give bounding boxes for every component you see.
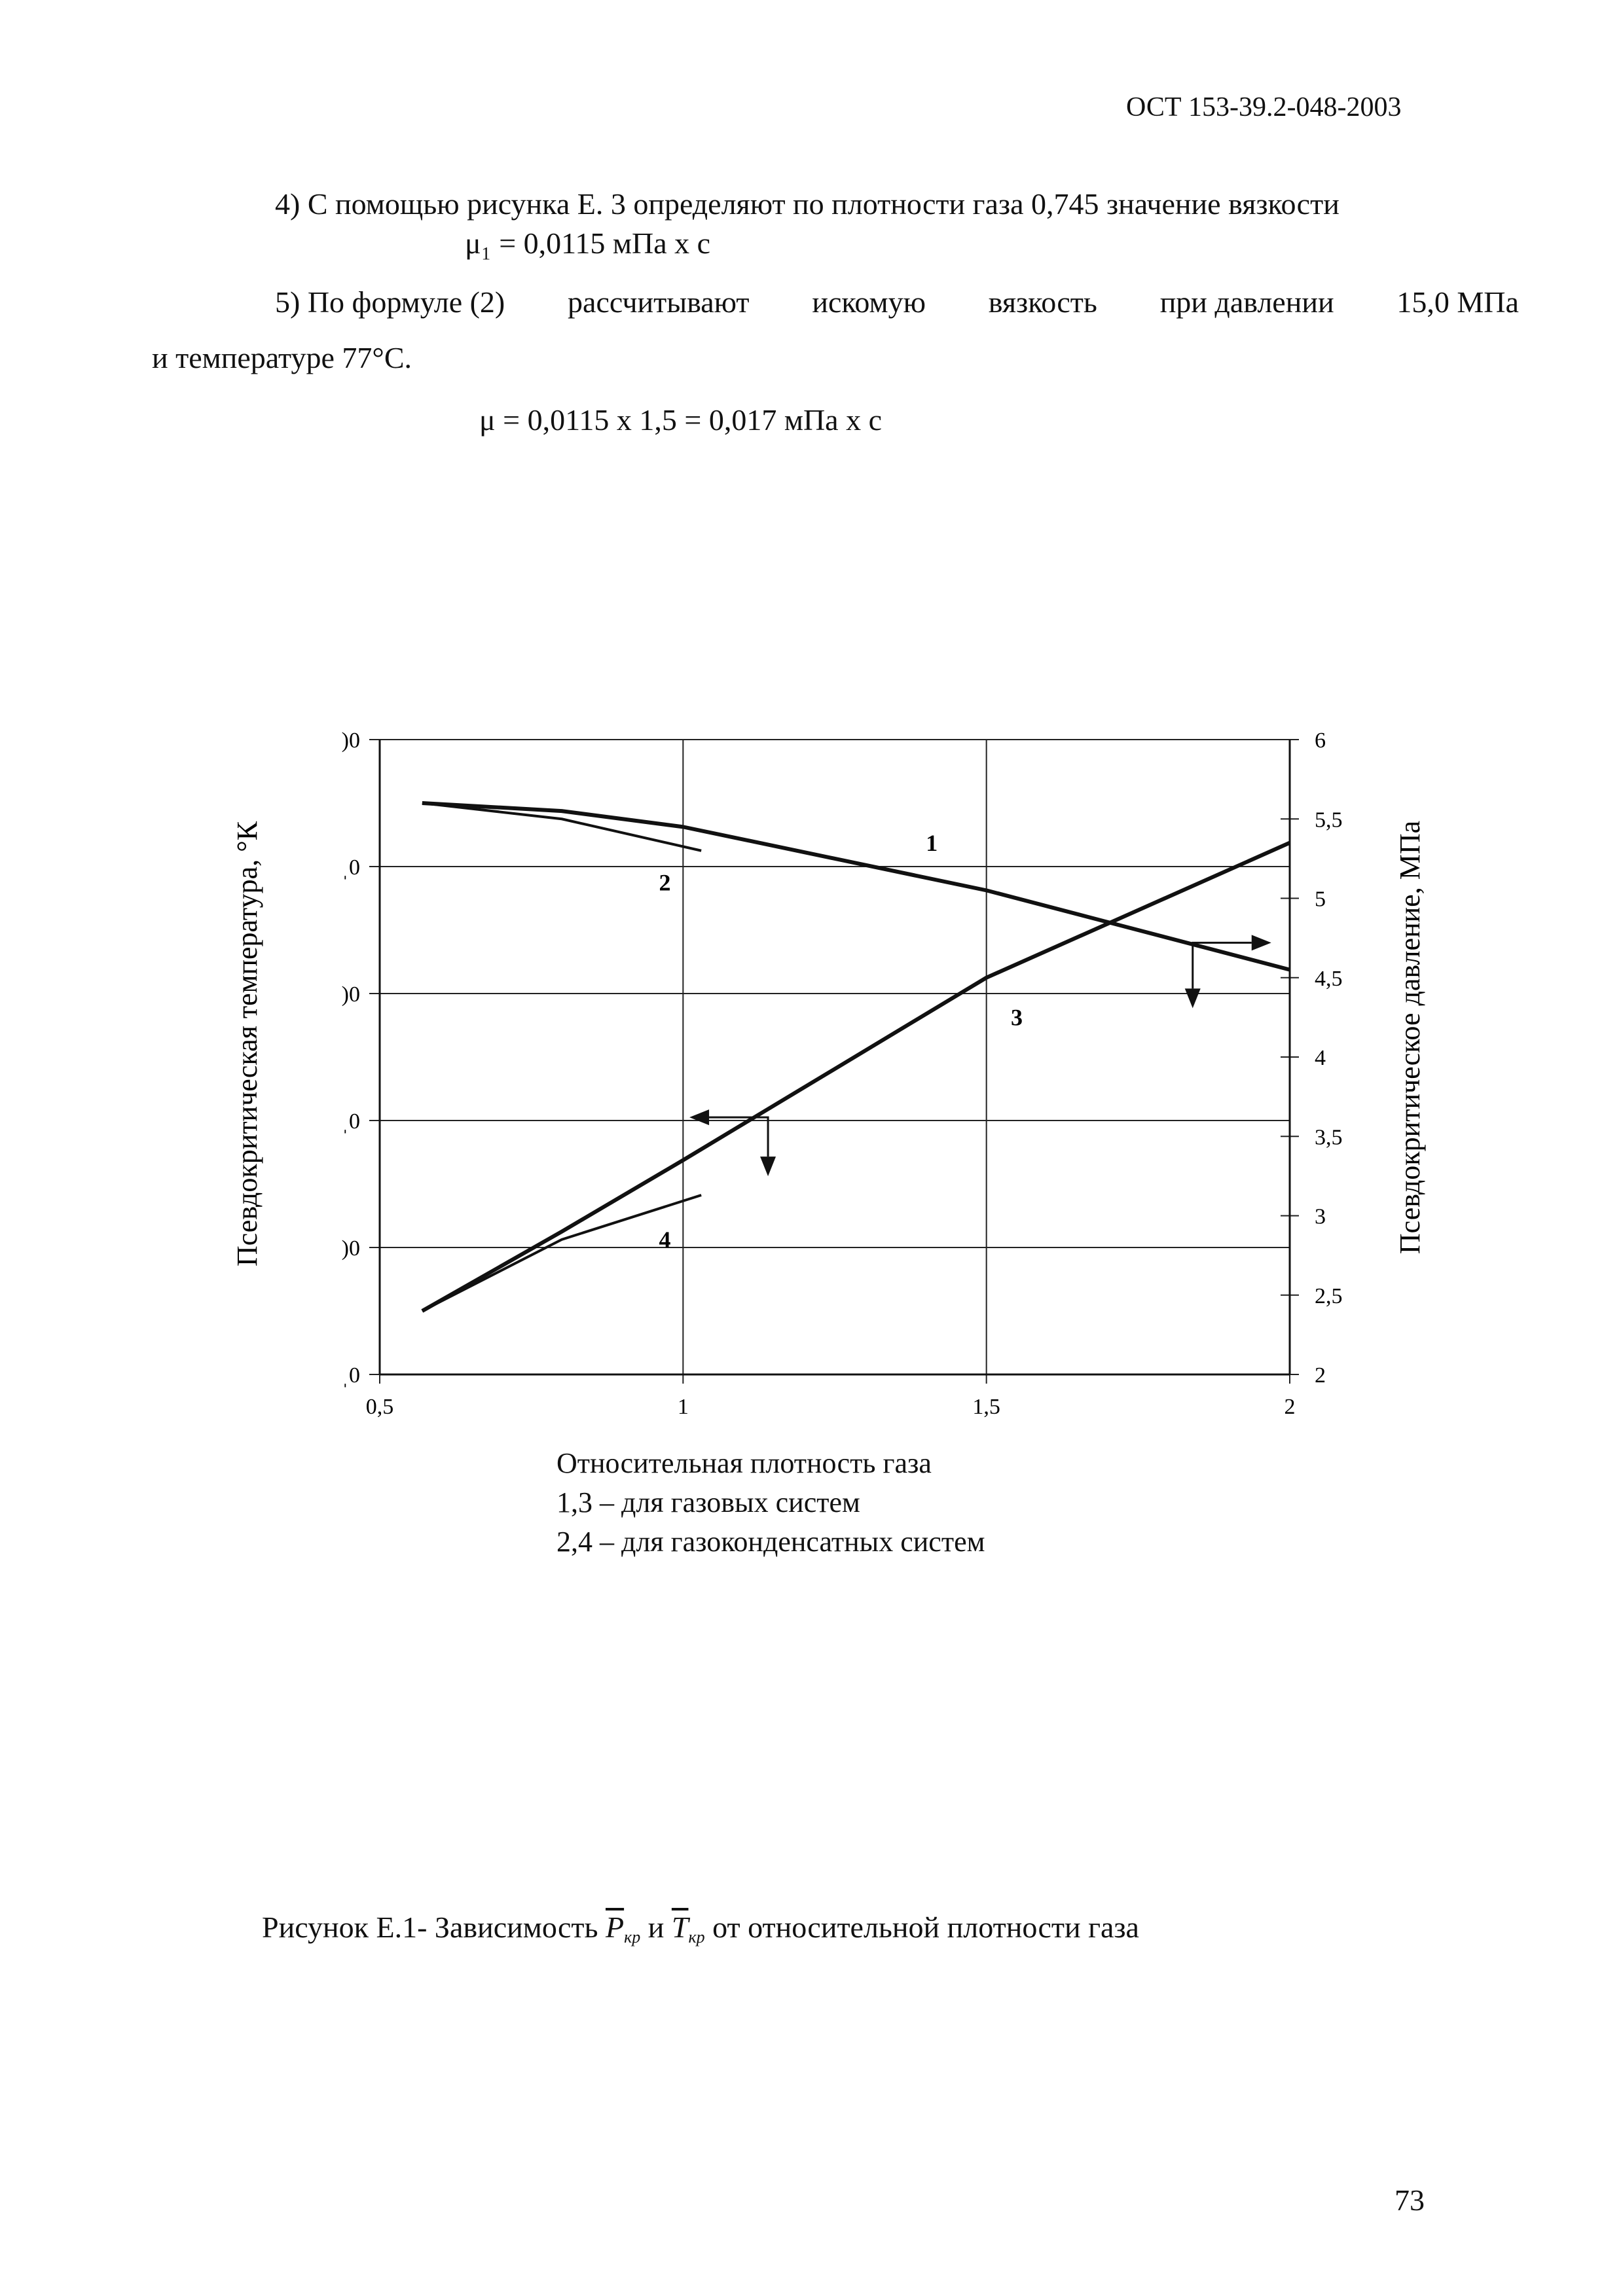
chart-series	[422, 803, 1290, 1311]
y-axis-label-right: Псевдокритическое давление, МПа	[1394, 820, 1426, 1255]
document-code: ОСТ 153-39.2-048-2003	[1126, 92, 1402, 122]
p-subscript: кр	[624, 1928, 641, 1946]
p-symbol: $\overline{P}$	[605, 1910, 625, 1944]
x-tick-label: 2	[1284, 1395, 1296, 1419]
y-left-tick-label: )0	[341, 1236, 360, 1261]
y-right-tick-label: 5	[1315, 887, 1326, 912]
x-tick-label: 1,5	[972, 1395, 1000, 1419]
y-right-tick-label: 4,5	[1315, 966, 1343, 991]
arrow-head-left	[689, 1109, 709, 1125]
chart-arrows	[689, 935, 1271, 1176]
arrow-curve-1	[1193, 942, 1252, 988]
paragraph-5-continuation: и температуре 77°С.	[152, 341, 412, 374]
arrow-head-down	[760, 1157, 776, 1176]
series-line-4	[422, 1195, 701, 1311]
y-right-tick-label: 5,5	[1315, 808, 1343, 833]
formula-mu1: μ₁ = 0,0115 мПа х с	[465, 226, 711, 260]
t-subscript: кр	[688, 1928, 705, 1946]
formula-mu2: μ = 0,0115 х 1,5 = 0,017 мПа х с	[479, 403, 883, 437]
y-left-tick-label: ˌ0	[341, 1363, 360, 1388]
caption-and: и	[647, 1910, 665, 1944]
arrow-head-right	[1252, 935, 1271, 950]
para5-part: при давлении	[1159, 285, 1334, 319]
y-right-tick-label: 4	[1315, 1046, 1326, 1070]
y-left-tick-label: ˌ0	[341, 855, 360, 880]
series-label-3: 3	[1011, 1004, 1023, 1031]
chart-axes	[342, 728, 1343, 1419]
caption-prefix: Рисунок Е.1- Зависимость	[262, 1910, 598, 1944]
series-label-4: 4	[659, 1227, 671, 1253]
page-number: 73	[1395, 2183, 1425, 2217]
series-label-2: 2	[659, 869, 671, 896]
x-axis-label: Относительная плотность газа	[556, 1447, 932, 1479]
paragraph-5	[275, 285, 1519, 319]
para5-part: искомую	[812, 285, 926, 319]
chart-grid	[380, 740, 1290, 1374]
para5-part: вязкость	[988, 285, 1097, 319]
para5-part: 15,0 МПа	[1396, 285, 1519, 319]
y-left-tick-label: )0	[341, 728, 360, 753]
caption-suffix: от относительной плотности газа	[712, 1910, 1139, 1944]
y-left-tick-label: )0	[341, 982, 360, 1007]
x-tick-label: 1	[677, 1395, 689, 1419]
chart-labels	[659, 830, 1023, 1253]
series-label-1: 1	[926, 829, 938, 856]
y-axis-label-left: Псевдокритическая температура, °К	[231, 821, 263, 1267]
para5-part: рассчитывают	[568, 285, 750, 319]
series-line-3	[422, 843, 1290, 1311]
chart	[216, 707, 1426, 1446]
series-line-1	[422, 803, 1290, 970]
t-symbol: $\overline{T}$	[671, 1910, 689, 1944]
arrow-head-down	[1185, 988, 1201, 1008]
y-right-tick-label: 3,5	[1315, 1125, 1343, 1150]
x-tick-label: 0,5	[365, 1395, 394, 1419]
y-left-tick-label: ˌ0	[341, 1109, 360, 1134]
y-right-tick-label: 6	[1315, 728, 1326, 753]
legend-line-gas: 1,3 – для газовых систем	[556, 1486, 860, 1518]
paragraph-4: 4) С помощью рисунка Е. 3 определяют по плотности газа 0,745 значение вязкости	[275, 187, 1340, 221]
figure-caption	[262, 1910, 1139, 1945]
legend-line-condensate: 2,4 – для газоконденсатных систем	[556, 1526, 985, 1558]
y-right-tick-label: 2,5	[1315, 1283, 1343, 1308]
y-right-tick-label: 2	[1315, 1363, 1326, 1388]
y-right-tick-label: 3	[1315, 1204, 1326, 1229]
para5-part: 5) По формуле (2)	[275, 285, 505, 319]
